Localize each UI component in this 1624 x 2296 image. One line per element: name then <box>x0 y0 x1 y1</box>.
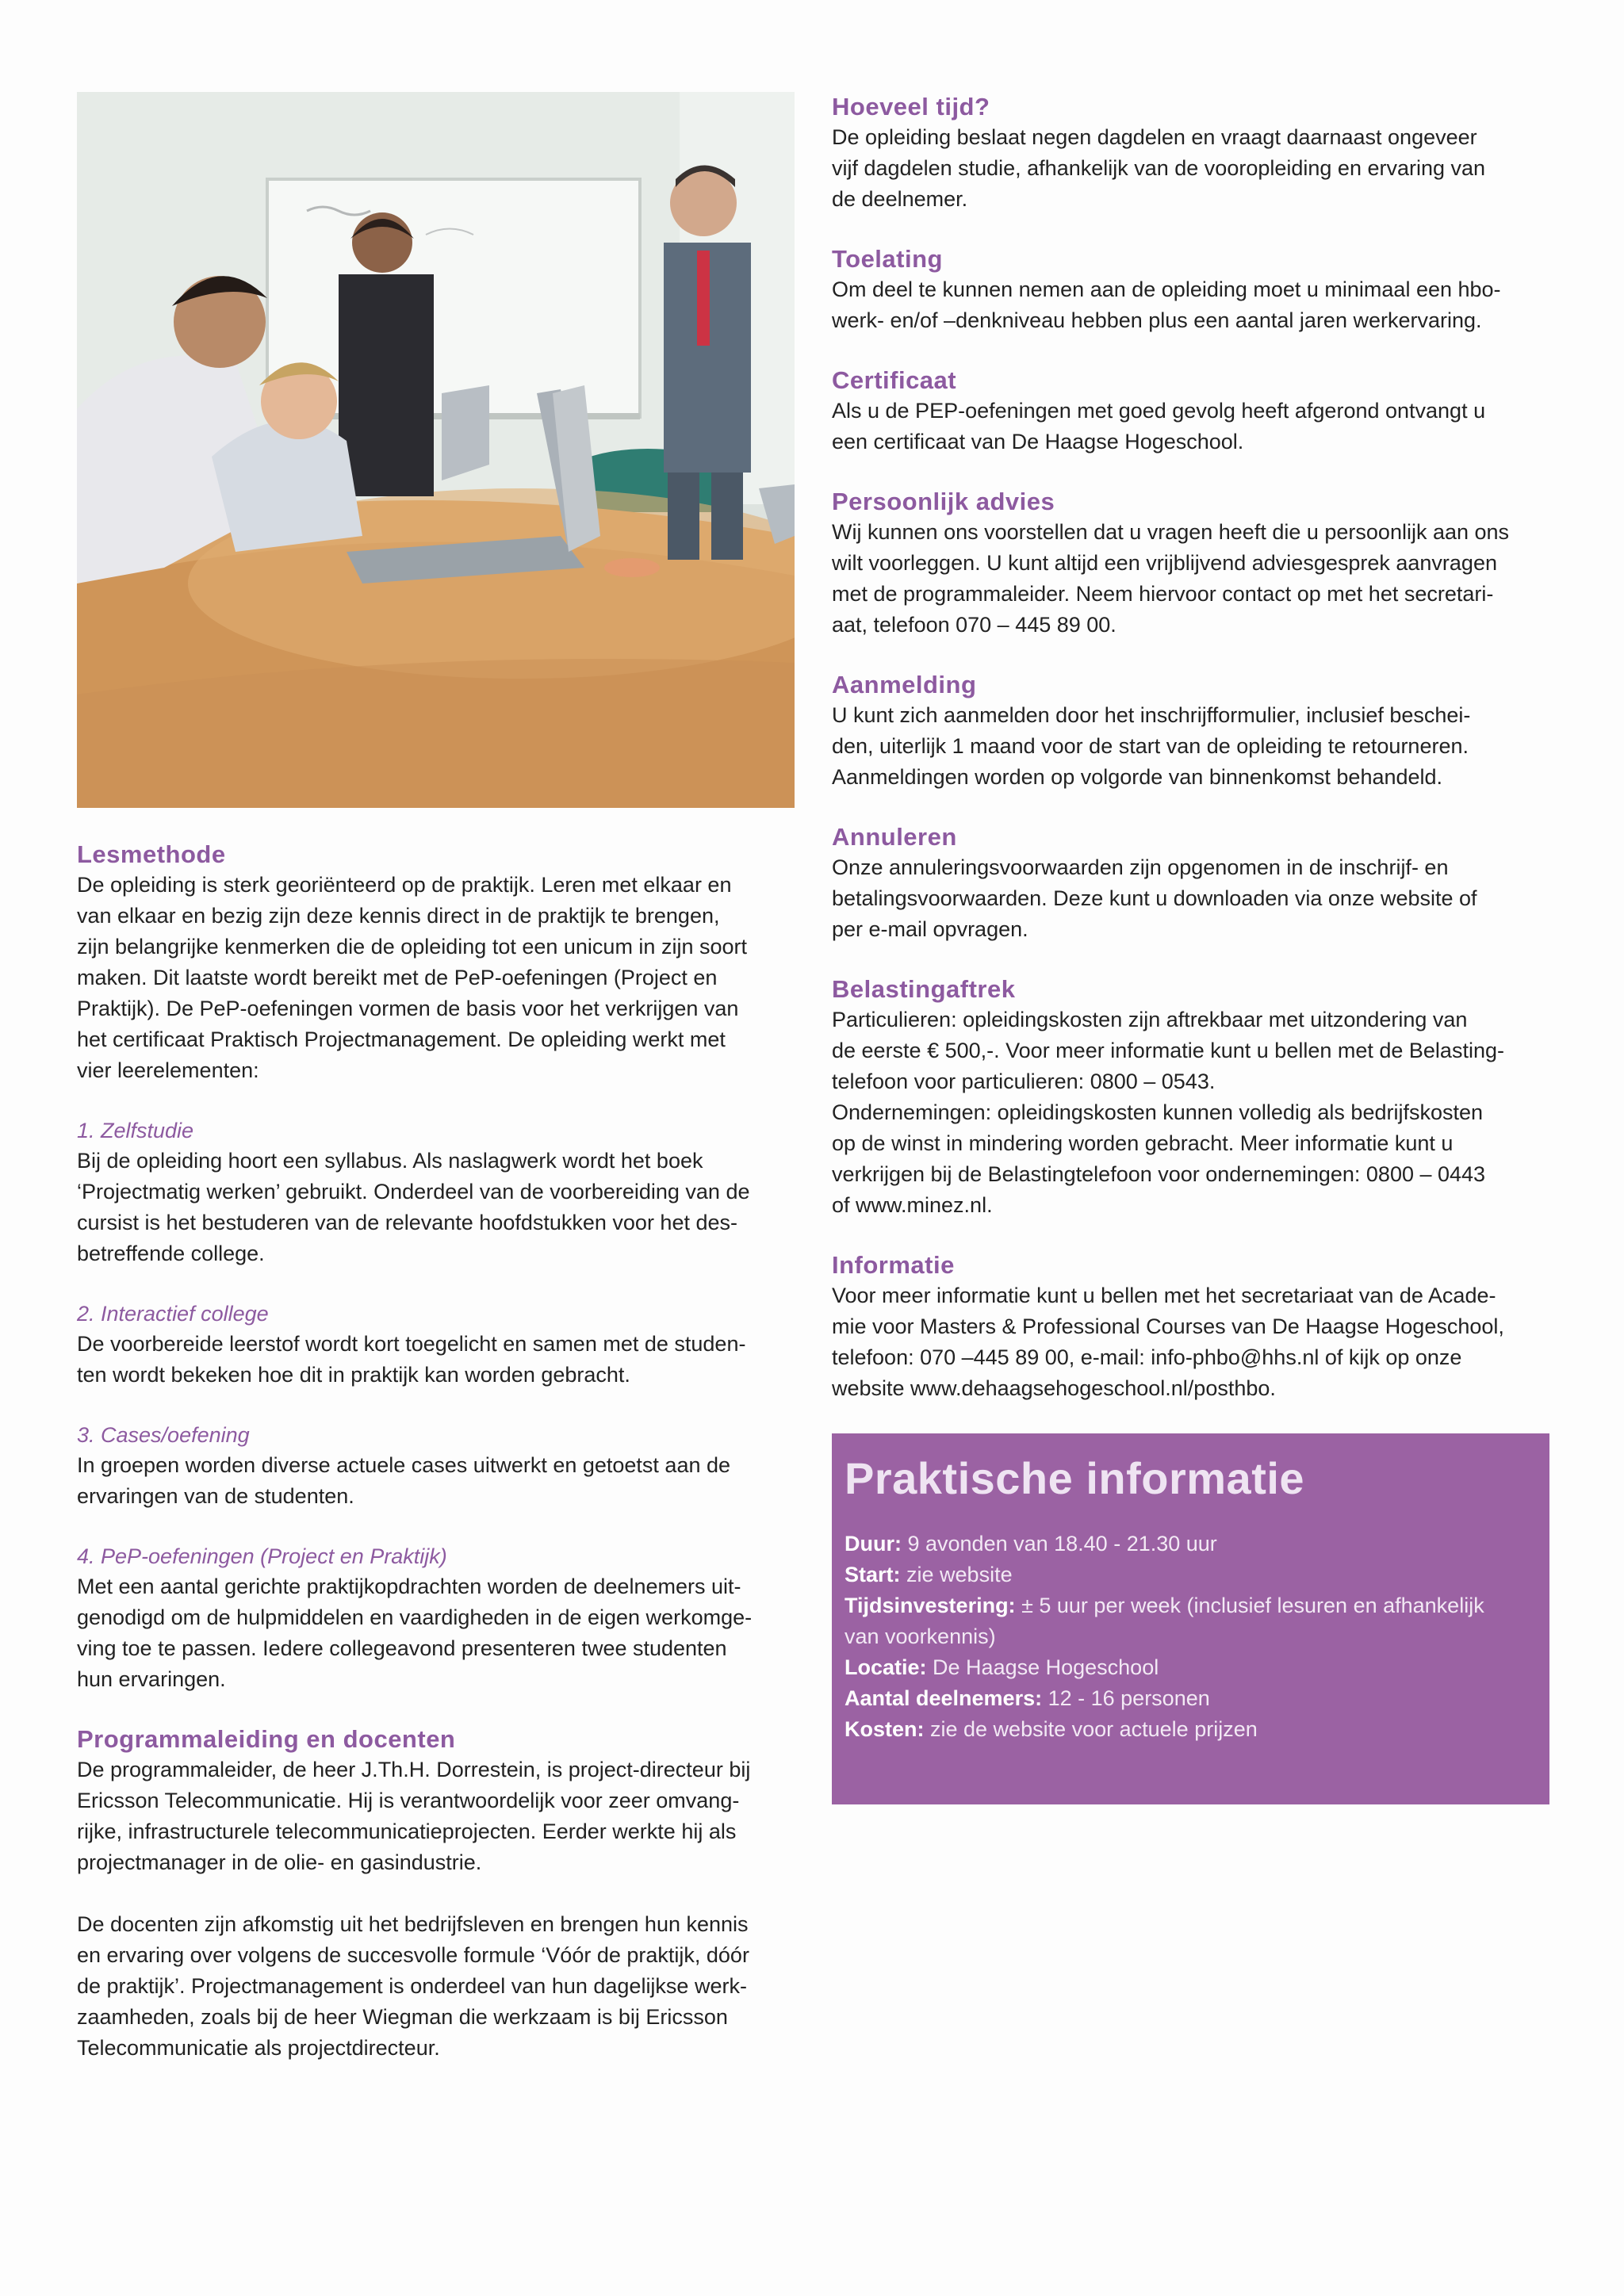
hoeveel-tijd-heading: Hoeveel tijd? <box>832 93 990 121</box>
classroom-photo <box>77 92 795 808</box>
advies-section <box>832 487 1549 641</box>
advies-line: Wij kunnen ons voorstellen dat u vragen heeft die u persoonlijk aan ons <box>832 520 1510 544</box>
belastingaftrek-line: telefoon voor particulieren: 0800 – 0543. <box>832 1070 1216 1093</box>
annuleren-heading: Annuleren <box>832 823 957 851</box>
info-row-duur <box>845 1529 1537 1559</box>
lesmethode-line: vier leerelementen: <box>77 1058 259 1082</box>
right-column <box>832 92 1549 1804</box>
info-value: zie de website voor actuele prijzen <box>924 1717 1258 1741</box>
interactief-heading: 2. Interactief college <box>77 1302 269 1326</box>
advies-heading: Persoonlijk advies <box>832 488 1055 515</box>
left-column <box>77 92 795 2093</box>
info-label: Duur: <box>845 1532 902 1556</box>
praktische-informatie-box <box>832 1433 1549 1804</box>
programmaleiding-line: Ericsson Telecommunicatie. Hij is verantwoordelijk voor zeer omvang- <box>77 1789 740 1812</box>
docenten-line: en ervaring over volgens de succesvolle formule ‘Vóór de praktijk, dóór <box>77 1943 749 1967</box>
belastingaftrek-heading: Belastingaftrek <box>832 975 1016 1003</box>
info-label: Locatie: <box>845 1655 927 1679</box>
pep-section <box>77 1541 795 1695</box>
docenten-line: Telecommunicatie als projectdirecteur. <box>77 2036 440 2060</box>
pep-line: genodigd om de hulpmiddelen en vaardigheden in de eigen werkomge- <box>77 1605 753 1629</box>
pep-line: Met een aantal gerichte praktijkopdrachten worden de deelnemers uit- <box>77 1575 741 1598</box>
info-value: 9 avonden van 18.40 - 21.30 uur <box>901 1532 1217 1556</box>
aanmelding-heading: Aanmelding <box>832 671 977 698</box>
toelating-line: Om deel te kunnen nemen aan de opleiding moet u minimaal een hbo- <box>832 277 1501 301</box>
cases-section <box>77 1420 795 1512</box>
docenten-line: de praktijk’. Projectmanagement is onderdeel van hun dagelijkse werk- <box>77 1974 747 1998</box>
informatie-heading: Informatie <box>832 1251 955 1279</box>
hoeveel-tijd-section <box>832 92 1549 215</box>
programmaleiding-heading: Programmaleiding en docenten <box>77 1725 456 1753</box>
informatie-line: mie voor Masters & Professional Courses van De Haagse Hogeschool, <box>832 1314 1504 1338</box>
zelfstudie-line: cursist is het bestuderen van de relevante hoofdstukken voor het des- <box>77 1211 737 1234</box>
certificaat-line: Als u de PEP-oefeningen met goed gevolg heeft afgerond ontvangt u <box>832 399 1486 423</box>
annuleren-line: per e-mail opvragen. <box>832 917 1028 941</box>
aanmelding-line: U kunt zich aanmelden door het inschrijfformulier, inclusief beschei- <box>832 703 1471 727</box>
cases-heading: 3. Cases/oefening <box>77 1423 250 1447</box>
pep-line: hun ervaringen. <box>77 1667 226 1691</box>
certificaat-section <box>832 365 1549 457</box>
programmaleiding-line: rijke, infrastructurele telecommunicatieprojecten. Eerder werkte hij als <box>77 1820 737 1843</box>
info-label: Kosten: <box>845 1717 925 1741</box>
info-row-kosten <box>845 1714 1537 1745</box>
lesmethode-heading: Lesmethode <box>77 840 226 868</box>
toelating-line: werk- en/of –denkniveau hebben plus een aantal jaren werkervaring. <box>832 308 1482 332</box>
interactief-line: De voorbereide leerstof wordt kort toegelicht en samen met de studen- <box>77 1332 746 1356</box>
belastingaftrek-line: Ondernemingen: opleidingskosten kunnen volledig als bedrijfskosten <box>832 1100 1484 1124</box>
toelating-section <box>832 244 1549 336</box>
aanmelding-section <box>832 670 1549 793</box>
aanmelding-line: den, uiterlijk 1 maand voor de start van de opleiding te retourneren. <box>832 734 1469 758</box>
docenten-line: De docenten zijn afkomstig uit het bedrijfsleven en brengen hun kennis <box>77 1912 749 1936</box>
belastingaftrek-line: de eerste € 500,-. Voor meer informatie kunt u bellen met de Belasting- <box>832 1039 1504 1062</box>
info-row-start <box>845 1559 1537 1590</box>
interactief-section <box>77 1299 795 1391</box>
praktische-informatie-title: Praktische informatie <box>845 1453 1305 1503</box>
informatie-line: website www.dehaagsehogeschool.nl/posthbo. <box>832 1376 1276 1400</box>
info-label: Tijdsinvestering: <box>845 1594 1016 1617</box>
info-value: zie website <box>900 1563 1013 1586</box>
certificaat-line: een certificaat van De Haagse Hogeschool. <box>832 430 1244 453</box>
lesmethode-line: het certificaat Praktisch Projectmanagement. De opleiding werkt met <box>77 1027 726 1051</box>
advies-line: met de programmaleider. Neem hiervoor contact op met het secretari- <box>832 582 1494 606</box>
annuleren-section <box>832 822 1549 945</box>
info-row-locatie <box>845 1652 1537 1683</box>
zelfstudie-heading: 1. Zelfstudie <box>77 1119 194 1142</box>
info-row-tijdsinvestering-cont <box>845 1621 1537 1652</box>
info-label: Start: <box>845 1563 901 1586</box>
informatie-line: Voor meer informatie kunt u bellen met het secretariaat van de Acade- <box>832 1284 1496 1307</box>
info-label: Aantal deelnemers: <box>845 1686 1043 1710</box>
classroom-illustration <box>77 92 795 808</box>
informatie-section <box>832 1250 1549 1404</box>
cases-line: ervaringen van de studenten. <box>77 1484 354 1508</box>
hoeveel-tijd-line: de deelnemer. <box>832 187 968 211</box>
cases-line: In groepen worden diverse actuele cases uitwerkt en getoetst aan de <box>77 1453 731 1477</box>
programmaleiding-section <box>77 1724 795 2064</box>
info-value: 12 - 16 personen <box>1042 1686 1210 1710</box>
informatie-line: telefoon: 070 –445 89 00, e-mail: info-phbo@hhs.nl of kijk op onze <box>832 1345 1462 1369</box>
programmaleiding-line: projectmanager in de olie- en gasindustrie. <box>77 1850 482 1874</box>
belastingaftrek-line: verkrijgen bij de Belastingtelefoon voor ondernemingen: 0800 – 0443 <box>832 1162 1486 1186</box>
annuleren-line: betalingsvoorwaarden. Deze kunt u downloaden via onze website of <box>832 886 1477 910</box>
zelfstudie-line: ‘Projectmatig werken’ gebruikt. Onderdeel van de voorbereiding van de <box>77 1180 750 1203</box>
pep-heading: 4. PeP-oefeningen (Project en Praktijk) <box>77 1544 447 1568</box>
aanmelding-line: Aanmeldingen worden op volgorde van binnenkomst behandeld. <box>832 765 1443 789</box>
paragraph-gap <box>77 1878 795 1909</box>
programmaleiding-line: De programmaleider, de heer J.Th.H. Dorrestein, is project-directeur bij <box>77 1758 751 1781</box>
hoeveel-tijd-line: vijf dagdelen studie, afhankelijk van de vooropleiding en ervaring van <box>832 156 1486 180</box>
belastingaftrek-line: op de winst in mindering worden gebracht. Meer informatie kunt u <box>832 1131 1454 1155</box>
annuleren-line: Onze annuleringsvoorwaarden zijn opgenomen in de inschrijf- en <box>832 855 1449 879</box>
hoeveel-tijd-line: De opleiding beslaat negen dagdelen en vraagt daarnaast ongeveer <box>832 125 1477 149</box>
info-row-deelnemers <box>845 1683 1537 1714</box>
belastingaftrek-line: Particulieren: opleidingskosten zijn aftrekbaar met uitzondering van <box>832 1008 1468 1031</box>
toelating-heading: Toelating <box>832 245 943 273</box>
lesmethode-line: De opleiding is sterk georiënteerd op de praktijk. Leren met elkaar en <box>77 873 732 897</box>
belastingaftrek-line: of www.minez.nl. <box>832 1193 993 1217</box>
belastingaftrek-section <box>832 974 1549 1221</box>
zelfstudie-line: Bij de opleiding hoort een syllabus. Als naslagwerk wordt het boek <box>77 1149 703 1173</box>
info-value: van voorkennis) <box>845 1624 996 1648</box>
info-value: ± 5 uur per week (inclusief lesuren en afhankelijk <box>1015 1594 1484 1617</box>
info-row-tijdsinvestering <box>845 1590 1537 1621</box>
lesmethode-line: maken. Dit laatste wordt bereikt met de PeP-oefeningen (Project en <box>77 966 718 989</box>
advies-line: aat, telefoon 070 – 445 89 00. <box>832 613 1116 637</box>
interactief-line: ten wordt bekeken hoe dit in praktijk kan worden gebracht. <box>77 1363 630 1387</box>
advies-line: wilt voorleggen. U kunt altijd een vrijblijvend adviesgesprek aanvragen <box>832 551 1497 575</box>
zelfstudie-line: betreffende college. <box>77 1242 265 1265</box>
lesmethode-line: zijn belangrijke kenmerken die de opleiding tot een unicum in zijn soort <box>77 935 747 959</box>
zelfstudie-section <box>77 1115 795 1269</box>
pep-line: ving toe te passen. Iedere collegeavond presenteren twee studenten <box>77 1636 727 1660</box>
lesmethode-line: van elkaar en bezig zijn deze kennis direct in de praktijk te brengen, <box>77 904 720 928</box>
docenten-line: zaamheden, zoals bij de heer Wiegman die werkzaam is bij Ericsson <box>77 2005 728 2029</box>
lesmethode-line: Praktijk). De PeP-oefeningen vormen de basis voor het verkrijgen van <box>77 997 739 1020</box>
lesmethode-section <box>77 840 795 1086</box>
info-value: De Haagse Hogeschool <box>926 1655 1159 1679</box>
certificaat-heading: Certificaat <box>832 366 957 394</box>
